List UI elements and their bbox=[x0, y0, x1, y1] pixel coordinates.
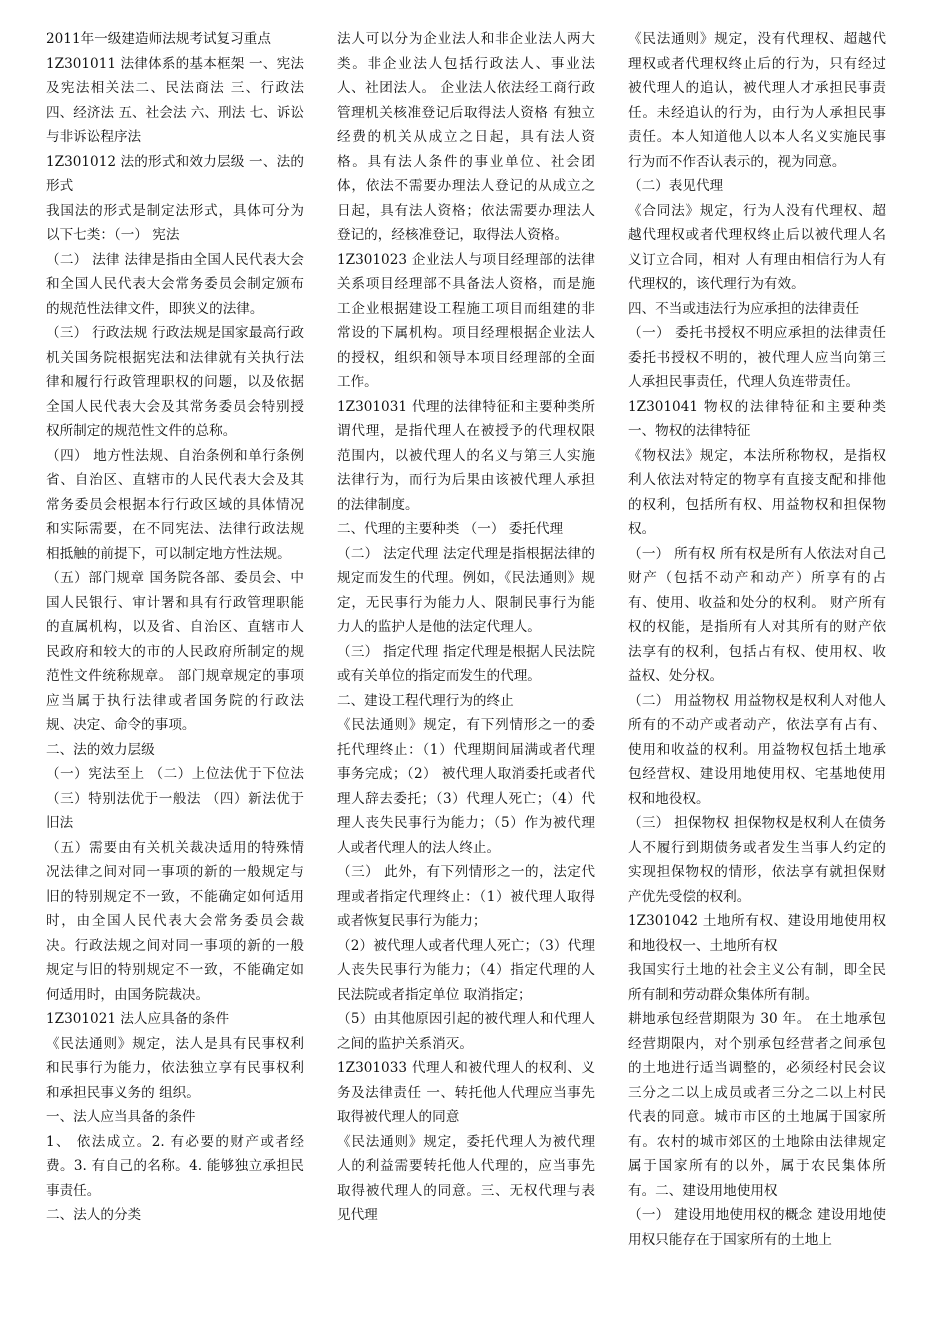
paragraph: 1Z301012 法的形式和效力层级 一、法的形式 bbox=[46, 153, 304, 194]
paragraph: 二、法人的分类 bbox=[46, 1207, 142, 1223]
paragraph: 1Z301033 代理人和被代理人的权利、义务及法律责任 一、转托他人代理应当事先取得被代理人的同意 bbox=[337, 1060, 595, 1125]
paragraph: 1Z301041 物权的法律特征和主要种类一、物权的法律特征 bbox=[628, 398, 886, 439]
paragraph: （四） 地方性法规、自治条例和单行条例省、自治区、直辖市的人民代表大会及其常务委员会根据本行行政区域的具体情况和实际需要，在不同宪法、法律行政法规相抵触的前提下，可以制定地方性法规。 bbox=[46, 447, 304, 562]
paragraph: （一）宪法至上 （二）上位法优于下位法 （三）特别法优于一般法 （四）新法优于旧法 bbox=[46, 766, 304, 831]
paragraph: （五）需要由有关机关裁决适用的特殊情况法律之间对同一事项的新的一般规定与旧的特别规定不一致，不能确定如何适用时，由全国人民代表大会常务委员会裁决。行政法规之间对同一事项的新的一般规定与旧的特别规定不一致，不能确定如何适用时，由国务院裁决。 bbox=[46, 839, 304, 1003]
paragraph: （一） 所有权 所有权是所有人依法对自己财产（包括不动产和动产）所享有的占有、使用、收益和处分的权利。 财产所有权的权能，是指所有人对其所有的财产依法享有的权利，包括占有权、使用权、收益权、处分权。 bbox=[628, 545, 886, 684]
paragraph: （一） 委托书授权不明应承担的法律责任委托书授权不明的，被代理人应当向第三人承担民事责任，代理人负连带责任。 bbox=[628, 325, 886, 390]
paragraph: 1Z301023 企业法人与项目经理部的法律关系项目经理部不具备法人资格，而是施工企业根据建设工程施工项目而组建的非常设的下属机构。项目经理根据企业法人的授权，组织和领导本项目经理部的全面工作。 bbox=[337, 251, 595, 390]
paragraph: （5）由其他原因引起的被代理人和代理人之间的监护关系消灭。 bbox=[337, 1011, 595, 1052]
paragraph: （二） 法律 法律是指由全国人民代表大会和全国人民代表大会常务委员会制定颁布的规范性法律文件，即狭义的法律。 bbox=[46, 251, 304, 317]
paragraph: （2）被代理人或者代理人死亡；（3）代理人丧失民事行为能力；（4）指定代理的人民法院或者指定单位 取消指定； bbox=[337, 937, 595, 1003]
paragraph: 《民法通则》规定，没有代理权、超越代理权或者代理权终止后的行为，只有经过被代理人的追认，被代理人才承担民事责任。未经追认的行为，由行为人承担民事责任。本人知道他人以本人名义实施民事 行为而不作否认表示的，视为同意。 bbox=[628, 31, 886, 170]
paragraph: 二、法的效力层级 bbox=[46, 741, 155, 758]
paragraph: 1Z301021 法人应具备的条件 bbox=[46, 1011, 230, 1027]
paragraph: （三） 指定代理 指定代理是根据人民法院或有关单位的指定而发生的代理。 bbox=[337, 643, 595, 684]
paragraph: 二、建设工程代理行为的终止 bbox=[337, 692, 514, 709]
text-column-left bbox=[46, 27, 304, 1228]
paragraph: 1Z301042 土地所有权、建设用地使用权和地役权一、土地所有权 bbox=[628, 913, 886, 954]
paragraph: 《民法通则》规定，委托代理人为被代理人的利益需要转托他人代理的，应当事先取得被代理人的同意。三、无权代理与表见代理 bbox=[337, 1133, 595, 1223]
paragraph: （三） 担保物权 担保物权是权利人在债务人不履行到期债务或者发生当事人约定的实现担保物权的情形，依法享有就担保财产优先受偿的权利。 bbox=[628, 815, 886, 905]
paragraph: 我国法的形式是制定法形式，具体可分为以下七类：（一） 宪法 bbox=[46, 202, 304, 243]
paragraph: （二） 用益物权 用益物权是权利人对他人所有的不动产或者动产，依法享有占有、使用和收益的权利。用益物权包括土地承包经营权、建设用地使用权、宅基地使用权和地役权。 bbox=[628, 692, 886, 807]
text-column-middle bbox=[337, 27, 595, 1228]
paragraph: 四、不当或违法行为应承担的法律责任 bbox=[628, 300, 860, 317]
paragraph: （二）表见代理 bbox=[628, 178, 724, 194]
paragraph: 耕地承包经营期限为 30 年。 在土地承包经营期限内，对个别承包经营者之间承包的土地进行适当调整的，必须经村民会议三分之二以上成员或者三分之二以上村民代表的同意。城市市区的土地属于国家所有。农村的城市郊区的土地除由法律规定属于国家所有的以外，属于农民集体所有。二、建设用地使用权 bbox=[628, 1011, 886, 1199]
paragraph: 1、 依法成立。2. 有必要的财产或者经费。3. 有自己的名称。4. 能够独立承担民事责任。 bbox=[46, 1133, 304, 1199]
paragraph: （三） 行政法规 行政法规是国家最高行政机关国务院根据宪法和法律就有关执行法律和履行行政管理职权的问题，以及依据全国人民代表大会及其常务委员会特别授权所制定的规范性文件的总称。 bbox=[46, 325, 304, 439]
paragraph: 1Z301011 法律体系的基本框架 一、宪法及宪法相关法二、民法商法 三、行政法 四、经济法 五、社会法 六、刑法 七、诉讼与非诉讼程序法 bbox=[46, 55, 304, 145]
paragraph: 法人可以分为企业法人和非企业法人两大类。非企业法人包括行政法人、事业法人、社团法人。 企业法人依法经工商行政管理机关核准登记后取得法人资格 有独立经费的机关从成立之日起，具有法人资格。具有法人条件的事业单位、社会团体，依法不需要办理法人登记的从成立之日起，具有法人资格；依法需要办理法人登记的，经核准登记，取得法人资格。 bbox=[337, 31, 595, 243]
text-column-right bbox=[628, 27, 886, 1252]
doc-title: 2011年一级建造师法规考试复习重点 bbox=[46, 31, 271, 47]
paragraph: 一、法人应当具备的条件 bbox=[46, 1109, 196, 1125]
paragraph: 《民法通则》规定，有下列情形之一的委托代理终止：（1）代理期间届满或者代理事务完成；（2） 被代理人取消委托或者代理人辞去委托；（3）代理人死亡；（4）代理人丧失民事行为能力；（5）作为被代理人或者代理人的法人终止。 bbox=[337, 717, 595, 856]
paragraph: 二、代理的主要种类 （一） 委托代理 bbox=[337, 521, 564, 537]
paragraph: （三） 此外，有下列情形之一的，法定代理或者指定代理终止：（1）被代理人取得或者恢复民事行为能力； bbox=[337, 864, 595, 929]
paragraph: （二） 法定代理 法定代理是指根据法律的规定而发生的代理。例如，《民法通则》规定，无民事行为能力人、限制民事行为能力人的监护人是他的法定代理人。 bbox=[337, 545, 595, 635]
paragraph: 1Z301031 代理的法律特征和主要种类所谓代理，是指代理人在被授予的代理权限范围内，以被代理人的名义与第三人实施法律行为，而行为后果由该被代理人承担的法律制度。 bbox=[337, 398, 595, 513]
paragraph: （一） 建设用地使用权的概念 建设用地使用权只能存在于国家所有的土地上 bbox=[628, 1207, 886, 1248]
paragraph: 《民法通则》规定，法人是具有民事权利和民事行为能力，依法独立享有民事权利和承担民事义务的 组织。 bbox=[46, 1035, 304, 1101]
paragraph: 《合同法》规定，行为人没有代理权、超越代理权或者代理权终止后以被代理人名义订立合同，相对 人有理由相信行为人有代理权的，该代理行为有效。 bbox=[628, 202, 886, 292]
paragraph: 《物权法》规定，本法所称物权，是指权利人依法对特定的物享有直接支配和排他的权利，包括所有权、用益物权和担保物权。 bbox=[628, 447, 886, 537]
paragraph: （五）部门规章 国务院各部、委员会、中国人民银行、审计署和具有行政管理职能的直属机构，以及省、自治区、直辖市人民政府和较大的市的人民政府所制定的规范性文件统称规章。 部门规章规定的事项应当属于执行法律或者国务院的行政法规、决定、命令的事项。 bbox=[46, 570, 304, 733]
paragraph: 我国实行土地的社会主义公有制，即全民所有制和劳动群众集体所有制。 bbox=[628, 962, 886, 1003]
